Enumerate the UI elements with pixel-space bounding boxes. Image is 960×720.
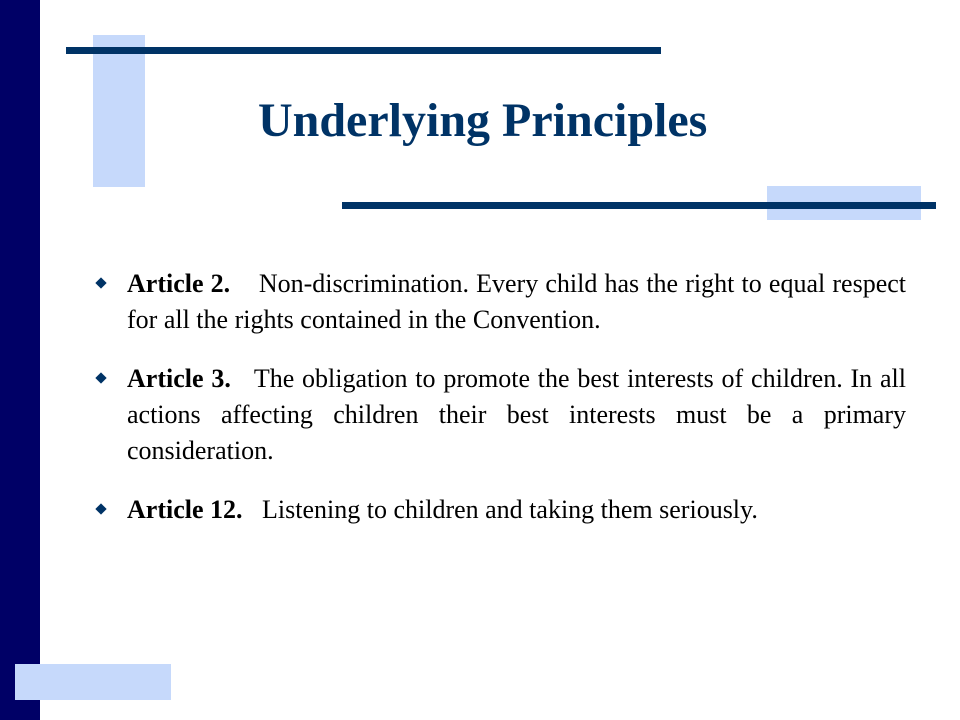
- decor-block-top: [93, 35, 145, 187]
- bullet-text: [127, 266, 906, 338]
- decor-line-top: [66, 47, 661, 54]
- bullet-article-3: [96, 361, 906, 469]
- bullet-article-12: [96, 492, 906, 528]
- article-label: Article 2.: [127, 269, 231, 298]
- decor-line-bottom: [342, 202, 936, 209]
- bullet-text: [127, 361, 906, 469]
- article-label: Article 12.: [127, 495, 243, 524]
- article-description: Listening to children and taking them seriously.: [262, 495, 758, 524]
- article-label: Article 3.: [127, 364, 231, 393]
- diamond-bullet-icon: [95, 503, 106, 514]
- bullet-list: [96, 266, 906, 551]
- slide-title: Underlying Principles: [258, 94, 708, 147]
- bullet-article-2: [96, 266, 906, 338]
- decor-block-bottom-left: [15, 664, 171, 700]
- article-description: The obligation to promote the best interests of children. In all actions affecting children their best interests must be a primary consideration.: [127, 364, 906, 465]
- left-accent-bar: [0, 0, 40, 720]
- bullet-text: [127, 492, 906, 528]
- diamond-bullet-icon: [95, 372, 106, 383]
- diamond-bullet-icon: [95, 277, 106, 288]
- article-description: Non-discrimination. Every child has the right to equal respect for all the rights contained in the Convention.: [127, 269, 907, 334]
